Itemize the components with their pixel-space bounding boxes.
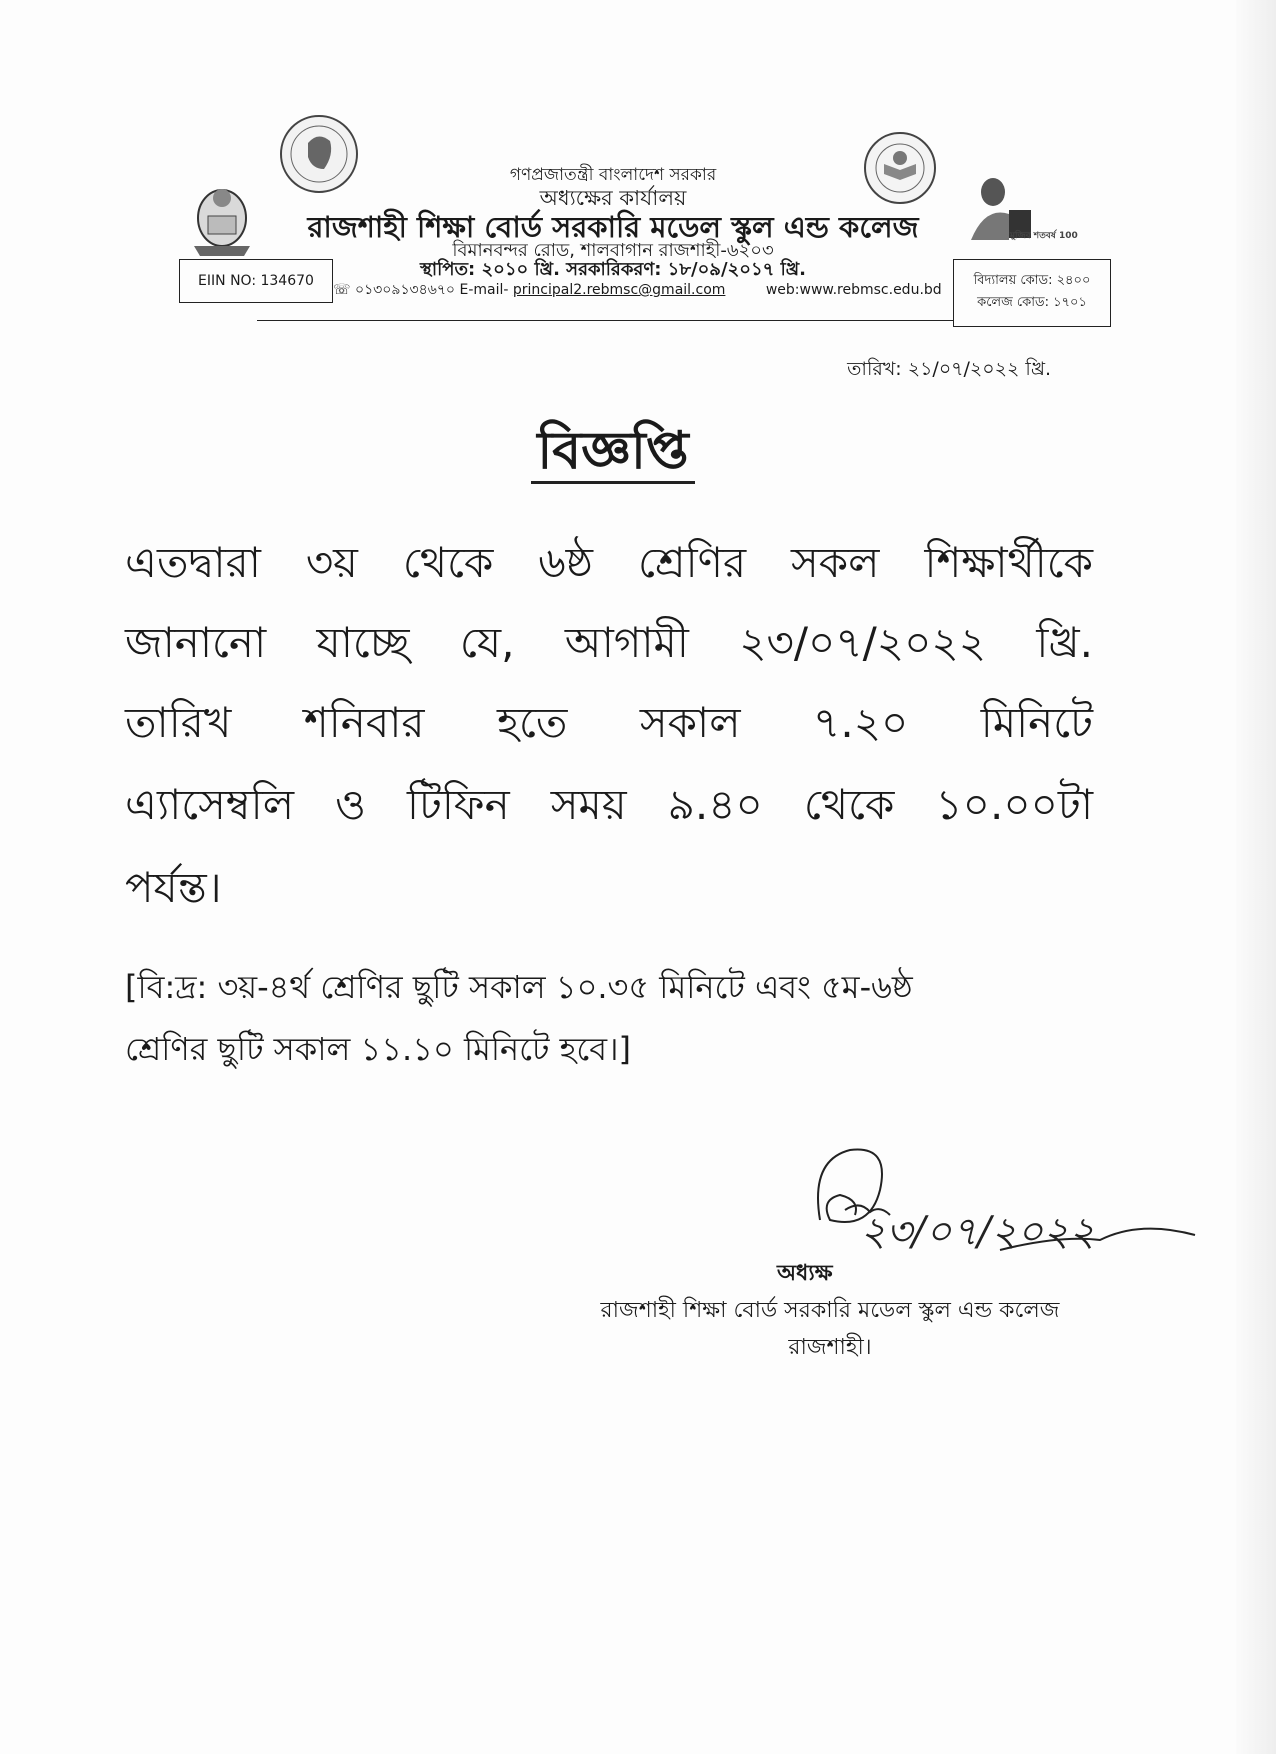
institution-codes-box — [953, 259, 1111, 327]
establishment-info: স্থাপিত: ২০১০ খ্রি. সরকারিকরণ: ১৮/০৯/২০১৭ খ্রি. — [420, 259, 806, 280]
government-name: গণপ্রজাতন্ত্রী বাংলাদেশ সরকার — [509, 165, 717, 185]
institution-address: বিমানবন্দর রোড, শালবাগান রাজশাহী-৬২০৩ — [452, 240, 774, 261]
signatory-institution: রাজশাহী শিক্ষা বোর্ড সরকারি মডেল স্কুল এন্ড কলেজ — [600, 1298, 1060, 1323]
body-line-5: পর্যন্ত। — [125, 863, 222, 912]
phone-number: ০১৩০৯১৩৪৬৭০ — [354, 282, 456, 298]
notice-date: তারিখ: ২১/০৭/২০২২ খ্রি. — [847, 358, 1051, 380]
signatory-designation: অধ্যক্ষ — [777, 1261, 833, 1286]
email-label: E-mail- — [459, 282, 509, 298]
mujib-logo-text: মুজিব শতবর্ষ 100 — [1010, 231, 1078, 241]
phone-icon: ☏ — [333, 282, 351, 298]
handwritten-signature — [800, 1140, 1200, 1270]
notice-title: বিজ্ঞপ্তি — [531, 421, 694, 484]
email-link[interactable]: principal2.rebmsc@gmail.com — [512, 282, 726, 298]
eiin-box — [179, 259, 333, 303]
college-code: কলেজ কোড: ১৭০১ — [977, 295, 1087, 310]
signatory-city: রাজশাহী। — [788, 1335, 872, 1360]
note-line-2: শ্রেণির ছুটি সকাল ১১.১০ মিনিটে হবে।] — [125, 1030, 631, 1068]
body-line-2: জানানো যাচ্ছে যে, আগামী ২৩/০৭/২০২২ খ্রি. — [125, 618, 1093, 667]
website-link[interactable]: web:www.rebmsc.edu.bd — [765, 282, 942, 298]
note-line-1: [বি:দ্র: ৩য়-৪র্থ শ্রেণির ছুটি সকাল ১০.৩৫ মিনিটে এবং ৫ম-৬ষ্ঠ — [125, 968, 913, 1006]
institution-name: রাজশাহী শিক্ষা বোর্ড সরকারি মডেল স্কুল এন্ড কলেজ — [307, 210, 919, 244]
body-line-4: এ্যাসেম্বলি ও টিফিন সময় ৯.৪০ থেকে ১০.০০টা — [125, 780, 1093, 829]
school-code: বিদ্যালয় কোড: ২৪০০ — [973, 273, 1091, 288]
contact-line — [333, 278, 942, 302]
office-name: অধ্যক্ষের কার্যালয় — [539, 186, 687, 210]
body-line-3: তারিখ শনিবার হতে সকাল ৭.২০ মিনিটে — [125, 698, 1093, 747]
title-wrap — [0, 410, 1226, 497]
body-line-1: এতদ্বারা ৩য় থেকে ৬ষ্ঠ শ্রেণির সকল শিক্ষার্থীকে — [125, 538, 1093, 587]
eiin-number: EIIN NO: 134670 — [198, 273, 314, 289]
header-divider — [257, 320, 954, 321]
signature-date: ২৩/০৭/২০২২ — [860, 1209, 1096, 1255]
